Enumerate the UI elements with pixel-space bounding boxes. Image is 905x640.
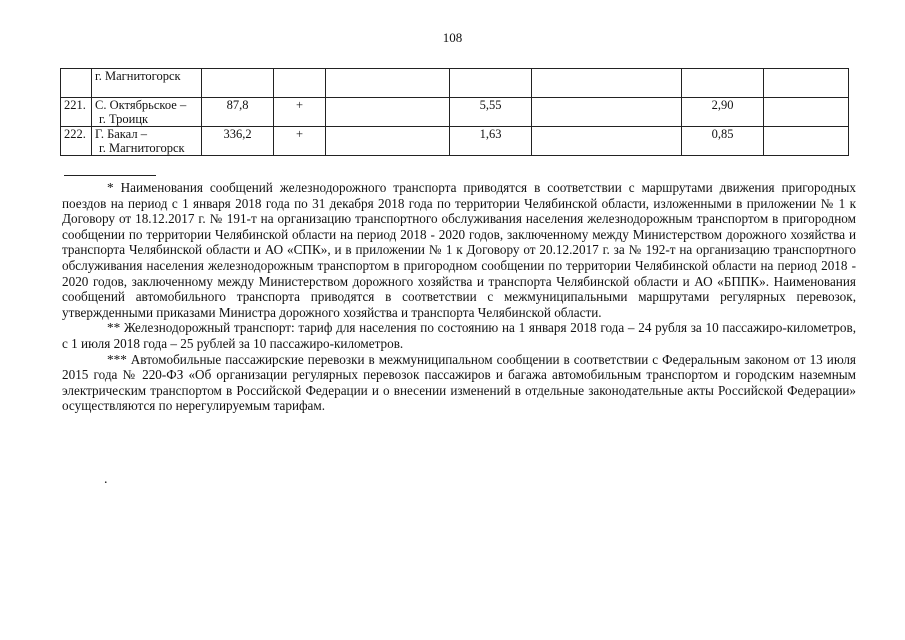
footnote-bus-tariff: *** Автомобильные пассажирские перевозки в межмуниципальном сообщении в соответствии с Федеральным законом от 13 июля 2015 года № 220-ФЗ «Об организации регулярных перевозок пассажиров и багажа автомобильным транспортом и городским наземным электрическим транспортом в Российской Федерации и о внесении изменений в отдельные законодательные акты Российской Федерации» осуществляются по нерегулируемым тарифам. [62, 351, 856, 414]
value-cell: 87,8 [202, 98, 274, 127]
footnote-railway-routes: * Наименования сообщений железнодорожного транспорта приводятся в соответствии с маршрутами движения пригородных поездов на период с 1 января 2018 года по 31 декабря 2018 года по территории Челябинской области, изложенными в приложении № 1 к Договору от 18.12.2017 г. № 191-т на организацию транспортного обслуживания населения железнодорожным транспортом в пригородном сообщении по территории Челябинской области на период 2018 - 2020 годов, заключенному между Министерством дорожного хозяйства и транспорта Челябинской области и АО «СПК», и в приложении № 1 к Договору от 20.12.2017 г. за № 192-т на организацию транспортного обслуживания населения железнодорожным транспортом в пригородном сообщении по территории Челябинской области на период 2018 - 2020 годов, заключенному между Министерством дорожного хозяйства и транспорта Челябинской области и АО «БППК». Наименования сообщений автомобильного транспорта приводятся в соответствии с межмуниципальными маршрутами регулярных перевозок, утвержденными приказами Министра дорожного хозяйства и транспорта Челябинской области. [62, 180, 856, 320]
value-cell: 1,63 [450, 127, 532, 156]
value-cell [326, 127, 450, 156]
value-cell [764, 98, 849, 127]
value-cell [764, 127, 849, 156]
value-cell [326, 69, 450, 98]
footnote-separator [64, 175, 156, 176]
row-number-cell [61, 69, 92, 98]
route-name-line: Г. Бакал – [95, 127, 147, 141]
route-name-line: г. Троицк [99, 112, 149, 126]
tariff-table [60, 68, 849, 156]
row-number-cell: 221. [61, 98, 92, 127]
table-row [61, 127, 849, 156]
value-cell [202, 69, 274, 98]
page-number: 108 [442, 30, 463, 45]
trailing-mark: . [104, 472, 108, 487]
route-name-line: г. Магнитогорск [99, 141, 185, 155]
value-cell [532, 127, 682, 156]
value-cell [450, 69, 532, 98]
footnote-railway-tariff: ** Железнодорожный транспорт: тариф для населения по состоянию на 1 января 2018 года – 24 рубля за 10 пассажиро-километров, с 1 июля 2018 года – 25 рублей за 10 пассажиро-километров. [62, 320, 856, 351]
footnotes [62, 180, 856, 414]
value-cell [326, 98, 450, 127]
row-number-cell: 222. [61, 127, 92, 156]
route-name-cell [92, 69, 202, 98]
value-cell: + [274, 127, 326, 156]
value-cell: + [274, 98, 326, 127]
route-name-line: С. Октябрьское – [95, 98, 187, 112]
value-cell: 0,85 [682, 127, 764, 156]
value-cell: 5,55 [450, 98, 532, 127]
value-cell [764, 69, 849, 98]
route-name-cell [92, 98, 202, 127]
value-cell [274, 69, 326, 98]
value-cell: 2,90 [682, 98, 764, 127]
value-cell [682, 69, 764, 98]
value-cell [532, 69, 682, 98]
value-cell: 336,2 [202, 127, 274, 156]
route-name-cell [92, 127, 202, 156]
value-cell [532, 98, 682, 127]
table-row [61, 98, 849, 127]
route-name-line: г. Магнитогорск [95, 69, 181, 83]
table-row [61, 69, 849, 98]
